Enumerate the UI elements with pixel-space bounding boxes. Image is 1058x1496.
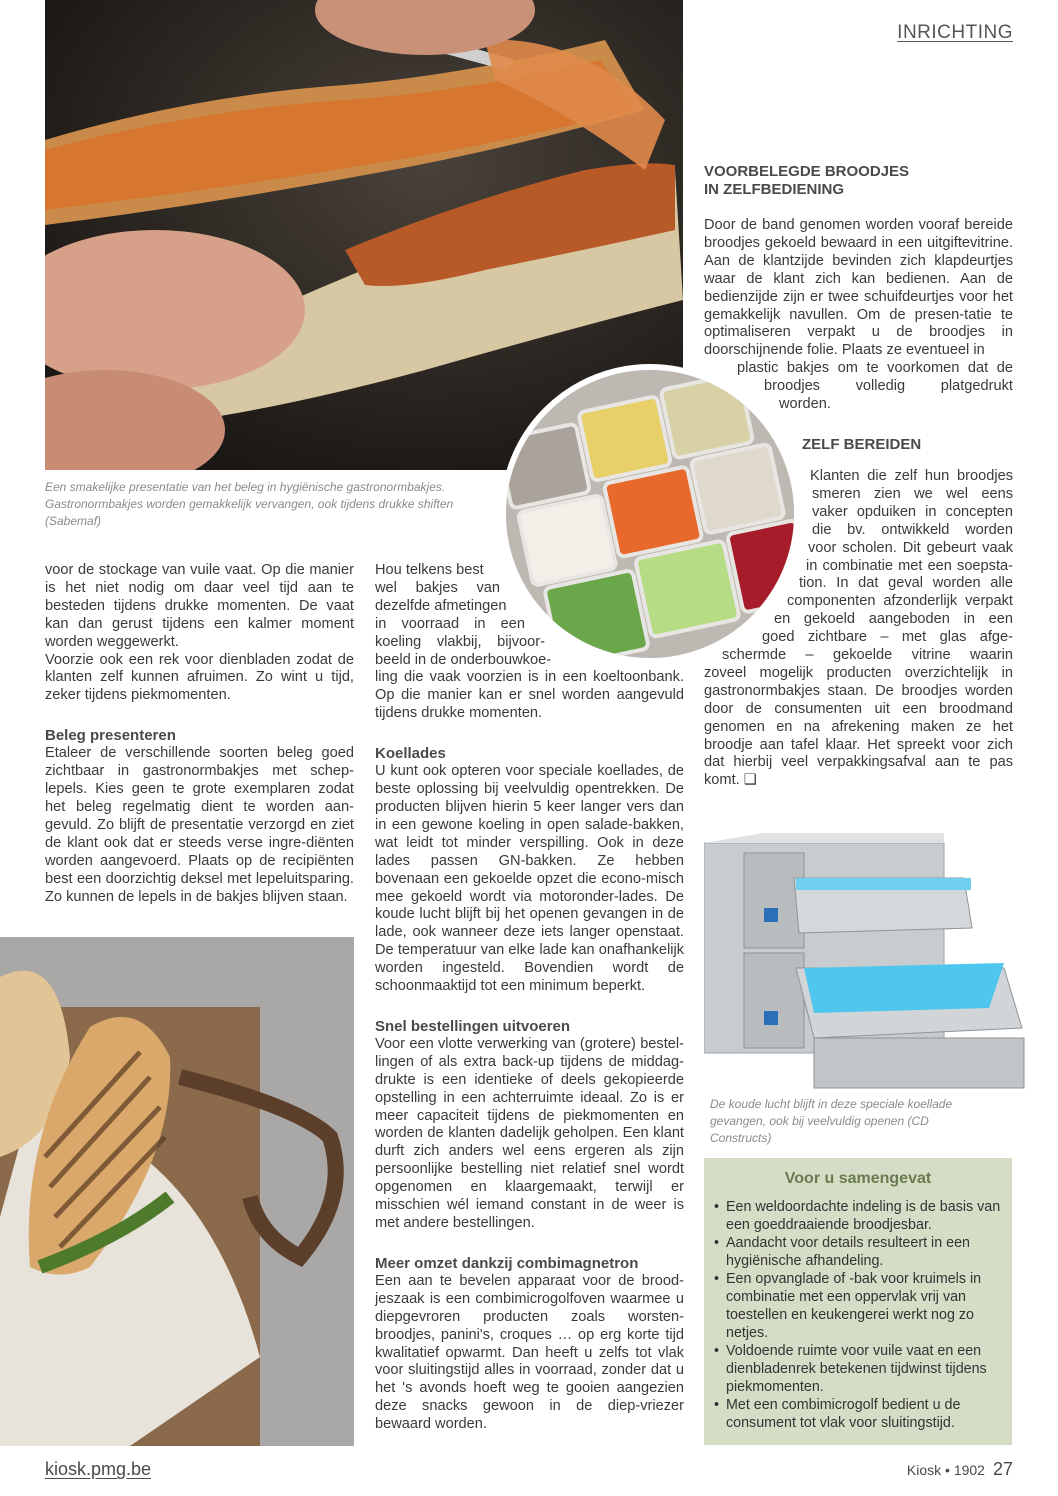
beleg-heading: Beleg presenteren xyxy=(45,727,176,745)
col2-intro-rest: ling die vaak voorzien is in een koeltoonbank. Op die manier kan er snel worden aangevuld tijdens drukke momenten. xyxy=(375,669,684,722)
zelf-wrap-line: smeren zien we wel eens xyxy=(812,485,1013,502)
summary-item: • Een weldoordachte indeling is de basis van een goeddraaiende broodjesbar. xyxy=(714,1198,1002,1234)
cooling-drawer-illustration xyxy=(704,833,1030,1093)
zelf-wrap-line: tion. In dat geval worden alle xyxy=(799,575,1013,592)
col1-intro2: Voorzie ook een rek voor dienbladen zodat de klanten zelf kunnen afruimen. Zo wint u tijd, zeker tijdens piekmomenten. xyxy=(45,651,354,704)
zelf-wrap-line: voor scholen. Dit gebeurt vaak xyxy=(808,539,1013,556)
page-number: 27 xyxy=(992,1459,1013,1479)
zelf-wrap-line: Klanten die zelf hun broodjes xyxy=(810,467,1013,484)
zelf-text: zoveel mogelijk producten overzichtelijk in gastronormbakjes staan. De broodjes worden door de consumenten uit een broodmand genomen en na afrekening maken ze het broodje aan tafel klaar. Het spreekt voor zich dat hierbij veel verpakkingsafval aan te pas komt. xyxy=(704,664,1013,789)
col2-intro-line: koeling vlakbij, bijvoor- xyxy=(375,633,545,650)
snel-heading: Snel bestellingen uitvoeren xyxy=(375,1017,571,1035)
fridge-photo-caption: De koude lucht blijft in deze speciale koellade gevangen, ook bij veelvuldig openen (CD Constructs) xyxy=(710,1097,953,1145)
section-tag: INRICHTING xyxy=(897,22,1013,43)
top-photo-caption: Een smakelijke presentatie van het beleg in hygiënische gastronormbakjes. Gastronormbakjes worden gemakkelijk vervangen, ook tijdens drukke shiften (Sabemaf) xyxy=(45,480,454,528)
column-3 xyxy=(704,163,1013,790)
snel-text: Voor een vlotte verwerking van (grotere) bestel-lingen of als extra back-up tijdens de middag-drukte is een identieke of deels gekopieerde opstelling in een achterruimte ideaal. Zo is er meer capaciteit tijdens de piekmomenten en worden de klanten dadelijk geholpen. Een klant durft zich anders wel eens ergeren als zijn persoonlijke bestelling niet relatief snel wordt opgenomen en klaargemaakt, terwijl er misschien wél iemand constant in de weer is met andere bestellingen. xyxy=(375,1035,684,1231)
voorbelegd-text: Door de band genomen worden vooraf bereide broodjes gekoeld bewaard in een uitgiftevitrine. Aan de klantzijde bevinden zich klapdeurtjes waar de klant zich kan bedienen. Aan de bedienzijde zijn er twee schuifdeurtjes voor het gemakkelijk navullen. Om de presen-tatie te optimaliseren verpakt u de broodjes in doorschijnende folie. Plaats ze eventueel in xyxy=(704,217,1013,359)
beleg-text: Etaleer de verschillende soorten beleg goed zichtbaar in gastronormbakjes met schep-lepels. Kies geen te grote exemplaren zodat het beleg regelmatig dient te worden aan-gevuld. Zo blijft de presentatie verzorgd en ziet de klant ook dat er steeds verse ingre-diënten worden aangevoerd. Plaats op de recipiënten best een doorzichtig deksel met lepeluitsparing. Zo kunnen de lepels in de bakjes blijven staan. xyxy=(45,745,354,905)
col2-intro-line: Hou telkens best xyxy=(375,562,484,578)
voorbelegd-wrap-line: worden. xyxy=(779,396,831,413)
zelf-wrap-line: vaker opduiken in concepten xyxy=(812,503,1013,520)
col1-intro: voor de stockage van vuile vaat. Op die manier is het niet nodig om daar veel tijd aan te besteden tijdens drukke momenten. De vaat kan dan gerust tijdens een kalmer moment worden weggewerkt. xyxy=(45,562,354,650)
summary-item: • Een opvanglade of -bak voor kruimels in combinatie met een oppervlak vrij van toestellen en keukengerei werkt nog zo netjes. xyxy=(714,1270,1002,1342)
zelf-heading: ZELF BEREIDEN xyxy=(802,435,922,453)
voorbelegd-heading-1: VOORBELEGDE BROODJES xyxy=(704,163,910,180)
summary-item: • Met een combimicrogolf bedient u de consument tot vlak voor sluitingstijd. xyxy=(714,1396,1002,1432)
panini-photo xyxy=(0,937,354,1446)
zelf-wrap-line: componenten afzonderlijk verpakt xyxy=(787,593,1013,610)
cooling-drawer-photo xyxy=(704,833,1030,1093)
column-2 xyxy=(375,562,684,1434)
col2-intro-line: in voorraad in een xyxy=(375,615,525,632)
voorbelegd-wrap-line: plastic bakjes om te voorkomen dat de xyxy=(737,360,1013,377)
koellades-heading: Koellades xyxy=(375,745,446,763)
zelf-wrap-line: en gekoeld aangeboden in een xyxy=(774,611,1013,628)
col2-intro-line: beeld in de onderbouwkoe- xyxy=(375,651,552,668)
summary-box xyxy=(704,1158,1012,1445)
col2-intro-line: wel bakjes van xyxy=(375,579,500,596)
zelf-wrap-line: die bv. ontwikkeld worden xyxy=(812,521,1013,538)
col2-intro-line: dezelfde afmetingen xyxy=(375,597,507,614)
summary-title: Voor u samengevat xyxy=(784,1170,932,1187)
zelf-wrap-line: in combinatie met een soepsta- xyxy=(806,557,1013,574)
zelf-wrap-line: schermde – gekoelde vitrine waarin xyxy=(722,647,1013,664)
omzet-heading: Meer omzet dankzij combimagnetron xyxy=(375,1254,639,1272)
omzet-text: Een aan te bevelen apparaat voor de brood-jeszaak is een combimicrogolfoven waarmee u diepgevroren producten zoals worsten-broodjes, panini's, croques … op erg korte tijd kwalitatief opwarmt. Dan heeft u zelfs tot vlak voor sluitingstijd alles in voorraad, zonder dat u het 's avonds hoeft weg te gooien aangezien deze snacks gewoon in de diep-vriezer bewaard worden. xyxy=(375,1272,684,1433)
koellades-text: U kunt ook opteren voor speciale koellades, de beste oplossing bij veelvuldig opentrekken. De producten blijven hierin 5 keer langer vers dan in een gewone koeling in open salade-bakken, wat leidt tot minder verspilling. Ook in deze lades passen GN-bakken. Ze hebben bovenaan een gekoelde opzet die econo-misch mee gekoeld wordt via motoronder-lades. De koude lucht blijft bij het openen gevangen in de lade, ook wanneer deze iets langer openstaat. De temperatuur van elke lade kan onafhankelijk worden ingesteld. Bovendien wordt de schoonmaaktijd tot een minimum beperkt. xyxy=(375,763,684,995)
summary-list xyxy=(714,1198,1002,1432)
issue-label: Kiosk • 1902 xyxy=(906,1462,985,1478)
summary-item: • Aandacht voor details resulteert in een hygiënische afhandeling. xyxy=(714,1234,1002,1270)
zelf-wrap-line: goed zichtbare – met glas afge- xyxy=(762,629,1013,646)
voorbelegd-heading-2: IN ZELFBEDIENING xyxy=(704,181,845,198)
voorbelegd-wrap-line: broodjes volledig platgedrukt xyxy=(764,378,1013,395)
end-mark-icon: ❑ xyxy=(743,772,757,789)
website-link[interactable]: kiosk.pmg.be xyxy=(45,1459,152,1479)
page-footer xyxy=(907,1459,1013,1480)
column-1 xyxy=(45,562,354,906)
summary-item: • Voldoende ruimte voor vuile vaat en een dienbladenrek betekenen tijdwinst tijdens piekmomenten. xyxy=(714,1342,1002,1396)
panini-illustration xyxy=(0,937,354,1446)
